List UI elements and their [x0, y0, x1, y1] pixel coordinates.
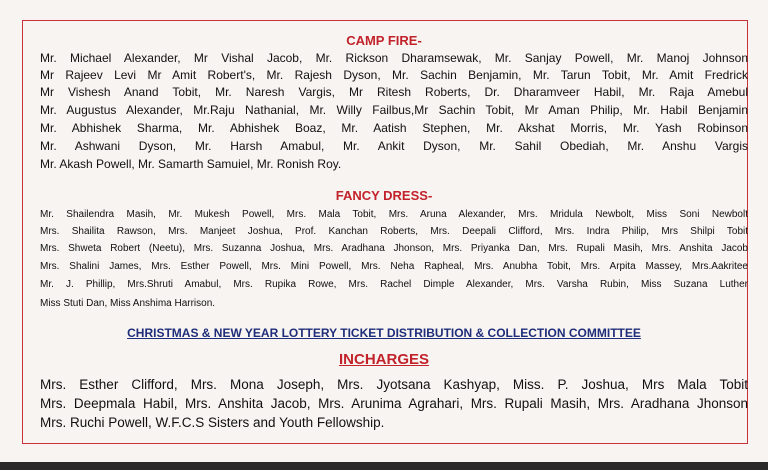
fancy-dress-line: Mrs. Shweta Robert (Neetu), Mrs. Suzanna Joshua, Mrs. Aradhana Jhonson, Mrs. Priyanka Dan, Mrs. Rupali Masih, Mrs. Anshita Jacob: [40, 243, 748, 254]
camp-fire-heading: CAMP FIRE-: [346, 33, 422, 48]
camp-fire-line: Mr Rajeev Levi Mr Amit Robert's, Mr. Rajesh Dyson, Mr. Sachin Benjamin, Mr. Tarun Tobit, Mr. Amit Fredrick: [40, 68, 748, 82]
camp-fire-line: Mr. Augustus Alexander, Mr.Raju Nathanial, Mr. Willy Failbus,Mr Sachin Tobit, Mr Aman Philip, Mr. Habil Benjamin: [40, 103, 748, 117]
camp-fire-line: Mr. Akash Powell, Mr. Samarth Samuiel, Mr. Ronish Roy.: [40, 157, 342, 171]
fancy-dress-line: Mr. J. Phillip, Mrs.Shruti Amabul, Mrs. Rupika Rowe, Mrs. Rachel Dimple Alexander, Mrs. Varsha Rubin, Miss Suzana Luther: [40, 279, 748, 290]
fancy-dress-heading: FANCY DRESS-: [335, 188, 433, 203]
incharges-line: Mrs. Deepmala Habil, Mrs. Anshita Jacob, Mrs. Arunima Agrahari, Mrs. Rupali Masih, Mrs. Aradhana Jhonson: [40, 396, 748, 411]
incharges-heading: INCHARGES: [338, 351, 429, 368]
fancy-dress-line: Mr. Shailendra Masih, Mr. Mukesh Powell, Mrs. Mala Tobit, Mrs. Aruna Alexander, Mrs. Mridula Newbolt, Miss Soni Newbolt: [40, 209, 748, 220]
camp-fire-line: Mr. Michael Alexander, Mr Vishal Jacob, Mr. Rickson Dharamsewak, Mr. Sanjay Powell, Mr. Manoj Johnson: [40, 51, 748, 65]
lottery-committee-heading: CHRISTMAS & NEW YEAR LOTTERY TICKET DISTRIBUTION & COLLECTION COMMITTEE: [127, 326, 641, 340]
camp-fire-line: Mr. Abhishek Sharma, Mr. Abhishek Boaz, Mr. Aatish Stephen, Mr. Akshat Morris, Mr. Yash Robinson: [40, 121, 748, 135]
incharges-line: Mrs. Ruchi Powell, W.F.C.S Sisters and Youth Fellowship.: [40, 415, 385, 430]
camp-fire-line: Mr Vishesh Anand Tobit, Mr. Naresh Vargis, Mr Ritesh Roberts, Dr. Dharamveer Habil, Mr. Raja Amebul: [40, 85, 748, 99]
fancy-dress-line: Mrs. Shalini James, Mrs. Esther Powell, Mrs. Mini Powell, Mrs. Neha Rapheal, Mrs. Anubha Tobit, Mrs. Arpita Massey, Mrs.Aakritee: [40, 261, 748, 272]
fancy-dress-line: Miss Stuti Dan, Miss Anshima Harrison.: [40, 298, 216, 309]
incharges-line: Mrs. Esther Clifford, Mrs. Mona Joseph, Mrs. Jyotsana Kashyap, Miss. P. Joshua, Mrs Mala Tobit: [40, 377, 748, 392]
fancy-dress-line: Mrs. Shailita Rawson, Mrs. Manjeet Joshua, Prof. Kanchan Roberts, Mrs. Deepali Clifford, Mrs. Indra Philip, Mrs Shilpi Tobit: [40, 226, 748, 237]
camp-fire-line: Mr. Ashwani Dyson, Mr. Harsh Amabul, Mr. Ankit Dyson, Mr. Sahil Obediah, Mr. Anshu Vargis: [40, 139, 748, 153]
